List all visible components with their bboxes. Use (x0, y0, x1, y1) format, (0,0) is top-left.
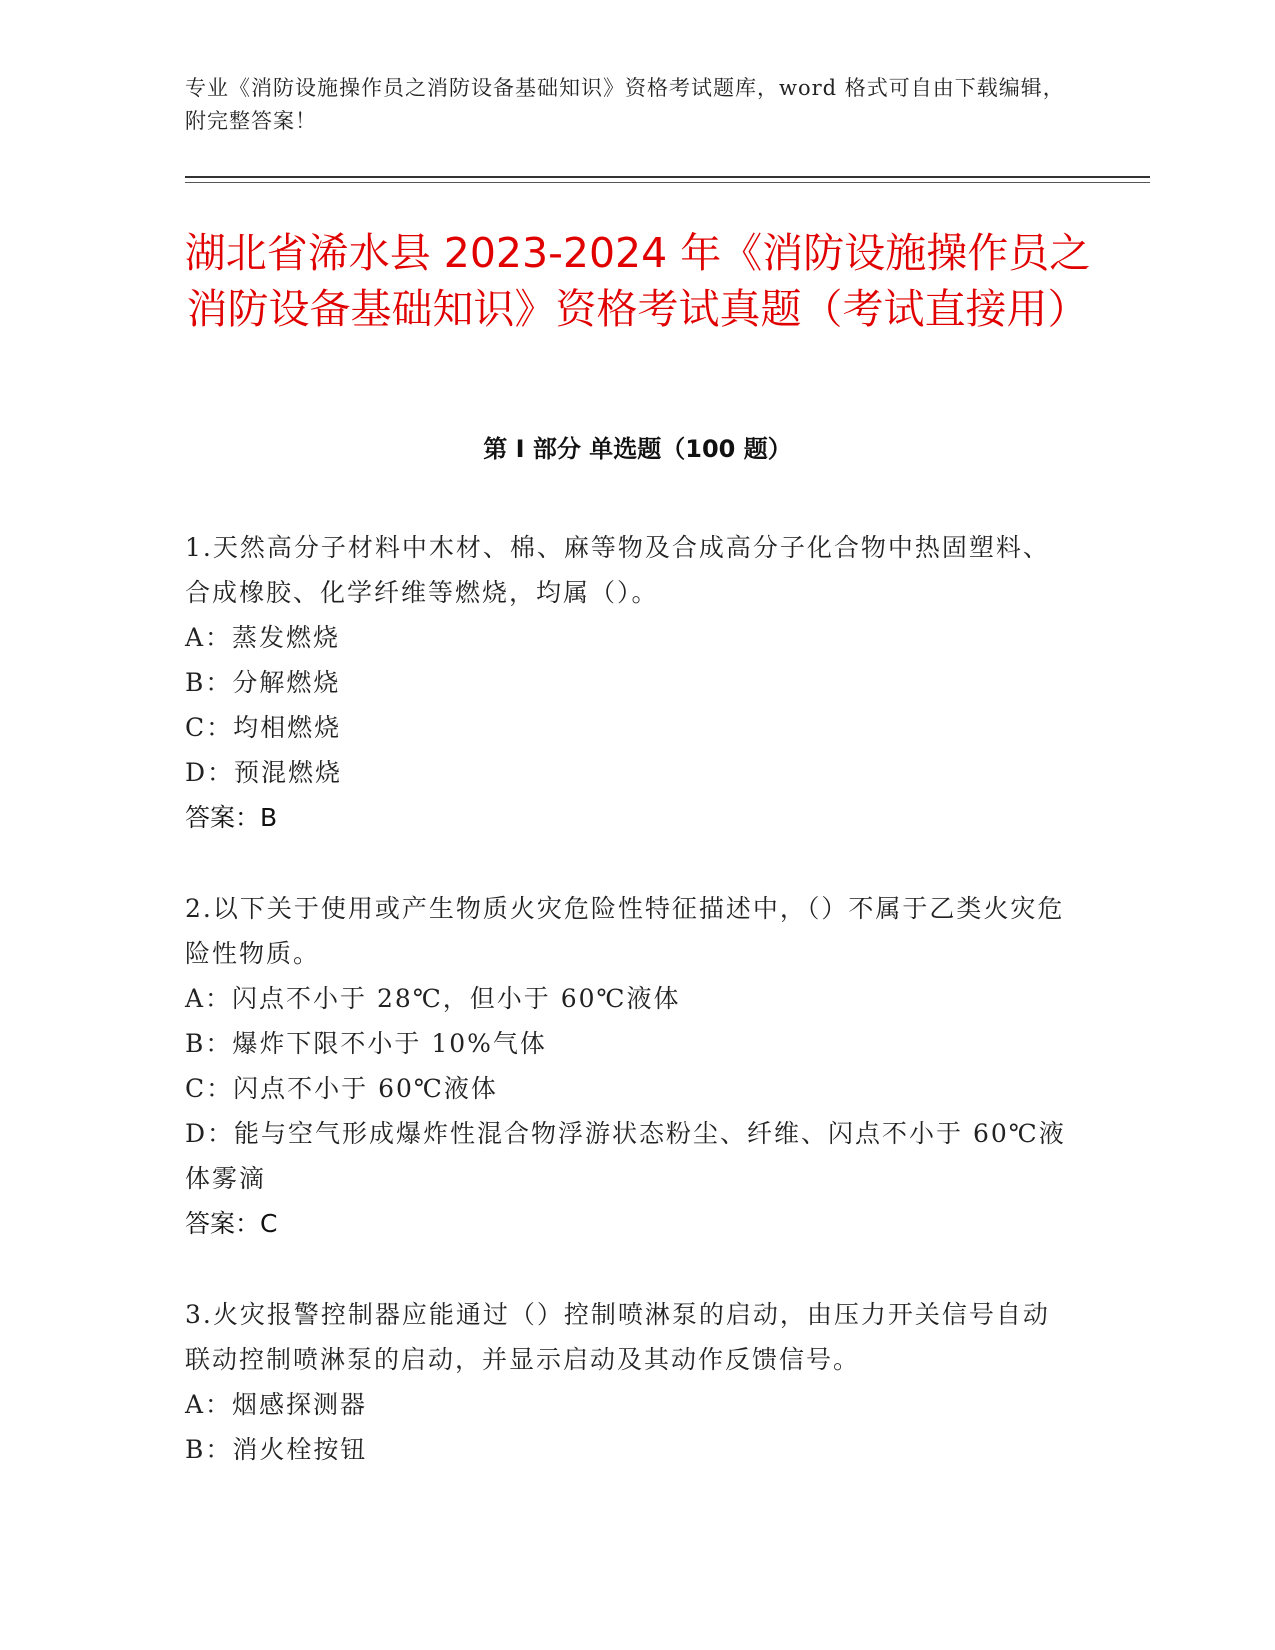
answer-line: 答案：B (185, 803, 278, 832)
header-divider-thin (185, 182, 1150, 183)
header-divider (185, 176, 1150, 178)
section-heading: 第 I 部分 单选题（100 题） (483, 435, 792, 463)
answer-line: 答案：C (185, 1209, 278, 1238)
option-d: D：能与空气形成爆炸性混合物浮游状态粉尘、纤维、闪点不小于 60℃液体雾滴 (185, 1119, 1066, 1193)
question-stem: 2.以下关于使用或产生物质火灾危险性特征描述中，（）不属于乙类火灾危险性物质。 (185, 894, 1065, 968)
option-b: B：爆炸下限不小于 10%气体 (185, 1029, 547, 1058)
option-a: A：蒸发燃烧 (185, 623, 341, 652)
header-note: 专业《消防设施操作员之消防设备基础知识》资格考试题库，word 格式可自由下载编辑，附完整答案！ (185, 76, 1065, 133)
question-stem: 1.天然高分子材料中木材、棉、麻等物及合成高分子化合物中热固塑料、合成橡胶、化学纤维等燃烧，均属（）。 (185, 533, 1050, 607)
option-c: C：闪点不小于 60℃液体 (185, 1074, 498, 1103)
document-title: 湖北省浠水县 2023-2024 年《消防设施操作员之消防设备基础知识》资格考试真题（考试直接用） (184, 229, 1091, 333)
option-b: B：分解燃烧 (185, 668, 341, 697)
option-d: D：预混燃烧 (185, 758, 343, 787)
question-3 (185, 1292, 1075, 1472)
option-b: B：消火栓按钮 (185, 1435, 368, 1464)
option-a: A：闪点不小于 28℃，但小于 60℃液体 (185, 984, 681, 1013)
question-list (185, 525, 1075, 1518)
question-stem: 3.火灾报警控制器应能通过（）控制喷淋泵的启动，由压力开关信号自动联动控制喷淋泵的启动，并显示启动及其动作反馈信号。 (185, 1300, 1050, 1374)
option-a: A：烟感探测器 (185, 1390, 368, 1419)
option-c: C：均相燃烧 (185, 713, 342, 742)
question-2 (185, 886, 1075, 1246)
question-1 (185, 525, 1075, 840)
